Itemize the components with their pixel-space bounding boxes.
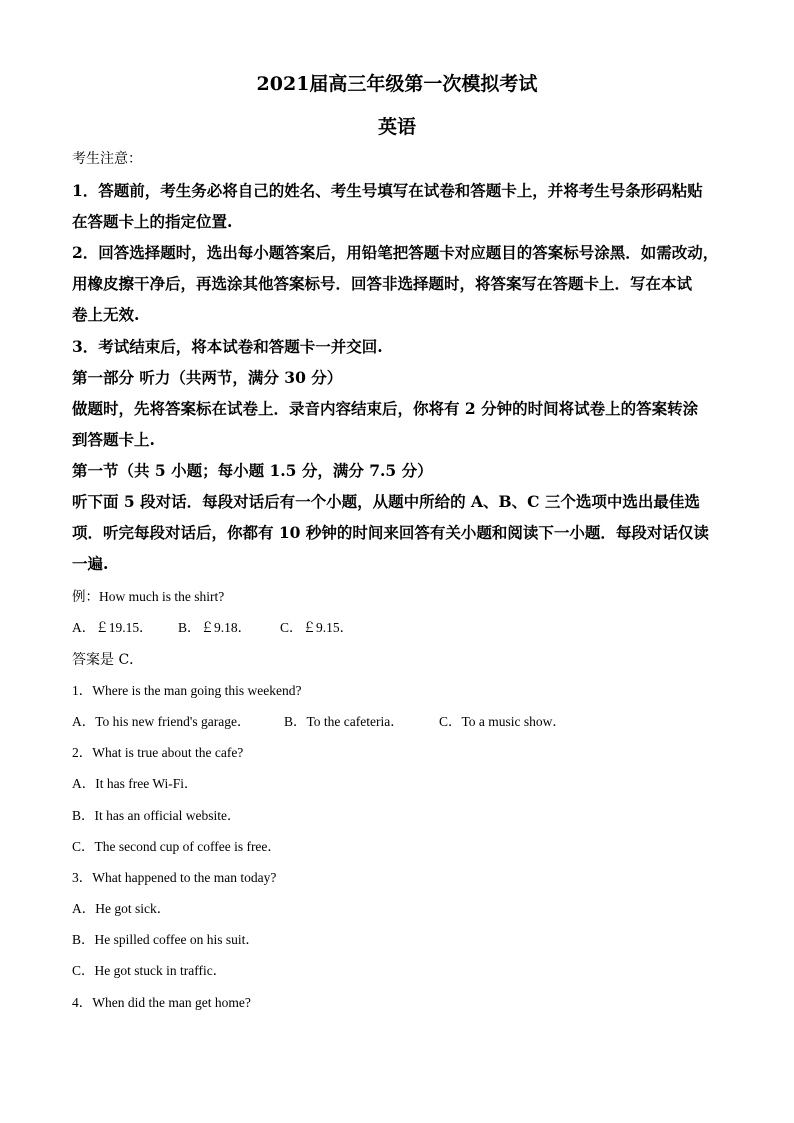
question-3-option-b: B．He spilled coffee on his suit． [72, 932, 259, 947]
example-option-b: B．￡9.18． [178, 620, 252, 635]
notice-item-1-line-1: 1．答题前，考生务必将自己的姓名、考生号填写在试卷和答题卡上，并将考生号条形码粘贴 [72, 181, 703, 200]
section1-instruction-line-3: 一遍. [72, 554, 109, 573]
question-2-option-b: B．It has an official website． [72, 808, 241, 823]
part1-instruction-line-1: 做题时，先将答案标在试卷上．录音内容结束后，你将有 2 分钟的时间将试卷上的答案转涂 [72, 399, 699, 418]
example-option-c: C．￡9.15． [280, 620, 354, 635]
question-3-option-c: C．He got stuck in traffic． [72, 963, 227, 978]
notice-item-3: 3．考试结束后，将本试卷和答题卡一并交回. [72, 337, 383, 356]
question-1: 1．Where is the man going this weekend? [72, 683, 302, 698]
question-3: 3．What happened to the man today? [72, 870, 277, 885]
question-1-option-c: C．To a music show． [439, 714, 566, 729]
question-2-option-a: A．It has free Wi-Fi． [72, 776, 198, 791]
notice-heading: 考生注意： [72, 151, 142, 167]
example-question: 例：How much is the shirt? [72, 589, 225, 604]
example-answer: 答案是 C． [72, 652, 144, 668]
notice-item-2-line-2: 用橡皮擦干净后，再选涂其他答案标号．回答非选择题时，将答案写在答题卡上．写在本试 [72, 274, 693, 293]
question-1-option-a: A．To his new friend's garage． [72, 714, 251, 729]
exam-title: 2021届高三年级第一次模拟考试 [256, 73, 538, 95]
section1-instruction-line-2: 项．听完每段对话后，你都有 10 秒钟的时间来回答有关小题和阅读下一小题．每段对话仅读 [72, 523, 709, 542]
question-2: 2．What is true about the cafe? [72, 745, 244, 760]
section1-instruction-line-1: 听下面 5 段对话．每段对话后有一个小题，从题中所给的 A、B、C 三个选项中选出最佳选 [72, 492, 700, 511]
subject-title: 英语 [377, 116, 416, 138]
question-1-option-b: B．To the cafeteria． [284, 714, 404, 729]
section1-heading: 第一节（共 5 小题；每小题 1.5 分，满分 7.5 分） [72, 461, 433, 480]
notice-item-1-line-2: 在答题卡上的指定位置. [72, 212, 233, 231]
question-4: 4．When did the man get home? [72, 995, 251, 1010]
question-2-option-c: C．The second cup of coffee is free． [72, 839, 281, 854]
notice-item-2-line-1: 2．回答选择题时，选出每小题答案后，用铅笔把答题卡对应题目的答案标号涂黑．如需改动， [72, 243, 719, 262]
part1-instruction-line-2: 到答题卡上. [72, 430, 155, 449]
notice-item-2-line-3: 卷上无效. [72, 305, 140, 324]
question-3-option-a: A．He got sick． [72, 901, 171, 916]
example-option-a: A．￡19.15． [72, 620, 153, 635]
part1-heading: 第一部分 听力（共两节，满分 30 分） [72, 368, 343, 387]
